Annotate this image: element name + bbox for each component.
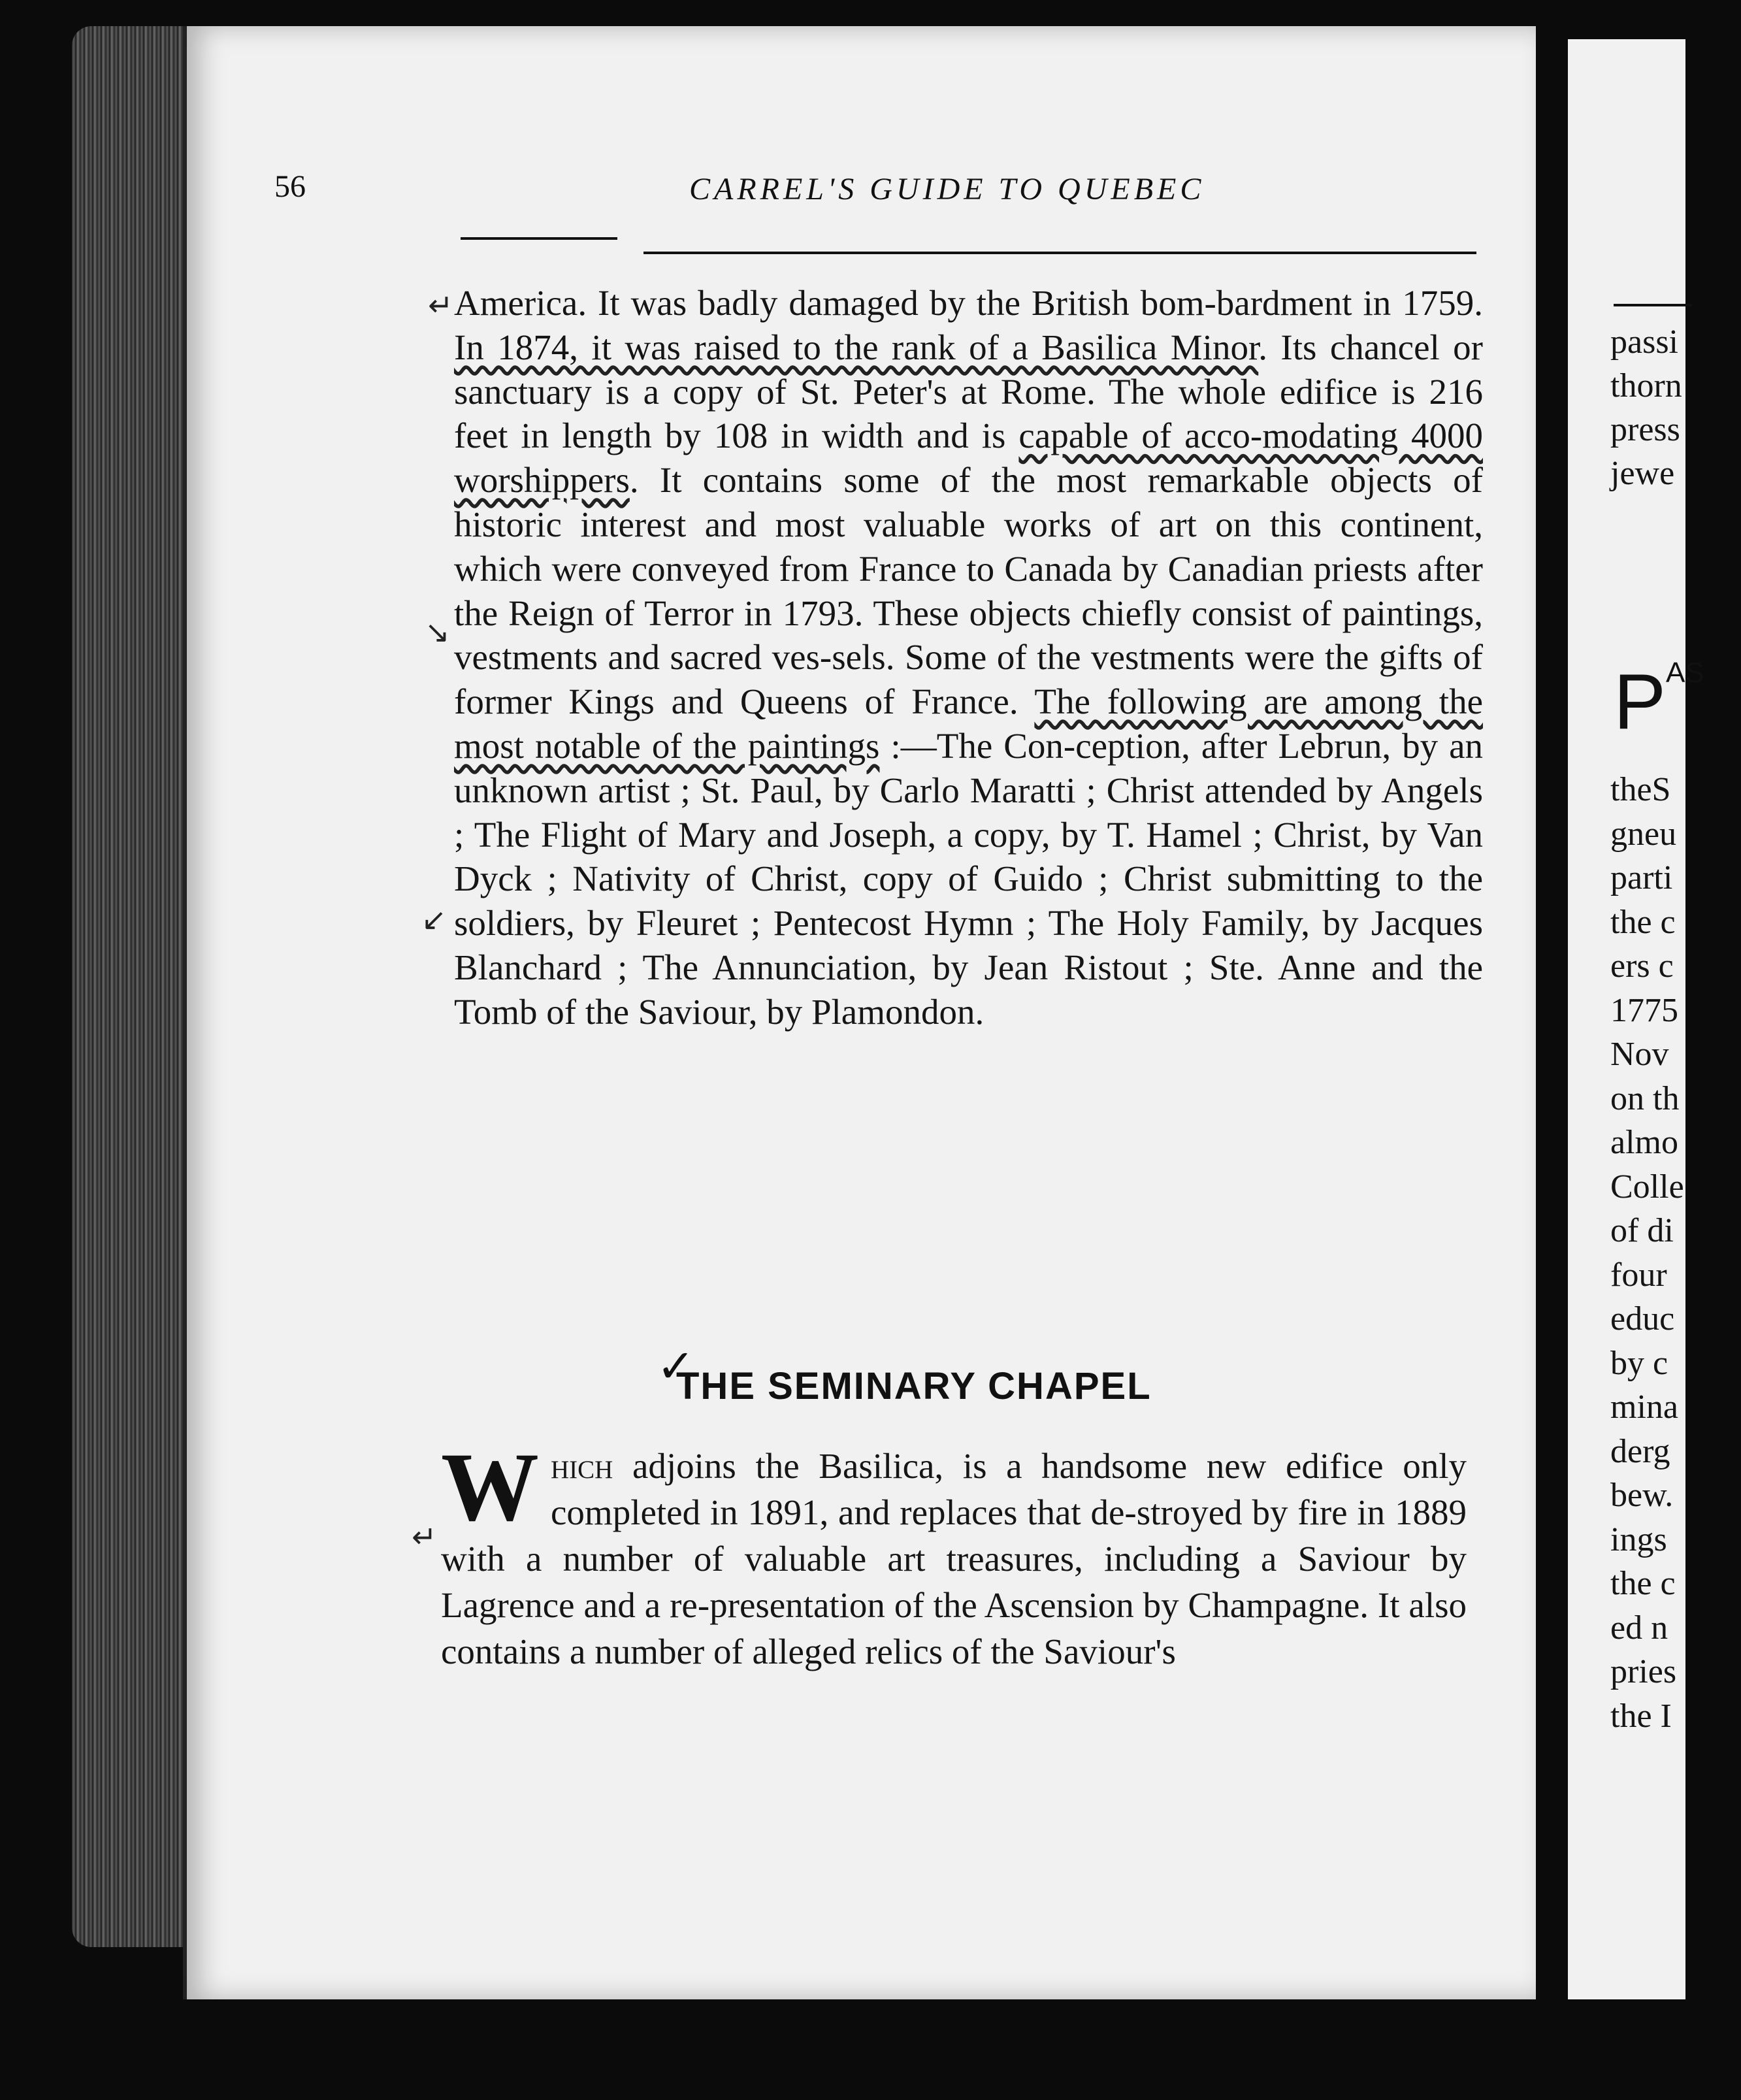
header-rule-right (643, 252, 1476, 254)
book-edge (72, 26, 183, 1947)
margin-check-icon: ↵ (412, 1519, 437, 1554)
lead-small-caps: hich (551, 1446, 613, 1486)
body-paragraph (454, 281, 1483, 1034)
heading-check-icon: ✓ (657, 1339, 695, 1393)
margin-check-icon: ↙ (421, 902, 447, 937)
drop-cap: W (441, 1433, 539, 1541)
section-text: adjoins the Basilica, is a handsome new edifice only completed in 1891, and replaces that de-stroyed by fire in 1889 with a number of valuable art treasures, including a Saviour by Lagrence and a re-presentation of the Ascension by Champagne. It also contains a number of alleged relics of the Saviour's (441, 1446, 1467, 1671)
right-page-fragment (1568, 39, 1704, 1999)
running-head: CARREL'S GUIDE TO QUEBEC (689, 172, 1205, 206)
body-text-c: . Its chancel or sanctuary is a copy of St. Peter's at Rome. The whole edifice is 216 feet in length by 108 in width and is (454, 327, 1484, 456)
body-text-g: :—The Con-ception, after Lebrun, by an unknown artist ; St. Paul, by Carlo Maratti ; Christ attended by Angels ; The Flight of Mary and Joseph, a copy, by T. Hamel ; Christ, by Van Dyck ; Nativity of Christ, copy of Guido ; Christ submitting to the soldiers, by Fleuret ; Pentecost Hymn ; The Holy Family, by Jacques Blanchard ; The Annunciation, by Jean Ristout ; Ste. Anne and the Tomb of the Saviour, by Plamondon. (454, 725, 1483, 1032)
section-paragraph (441, 1433, 1467, 1675)
right-page-lines-bottom: theS gneu parti the c ers c 1775 Nov on th almo Colle of di four educ by c mina derg bew. ings the c ed n pries the I (1610, 771, 1684, 1735)
right-big-letter: P (1614, 658, 1667, 746)
right-page-rule (1614, 304, 1692, 306)
scan-border (0, 1999, 1685, 2100)
right-big-letter-rest: AS (1666, 657, 1704, 689)
annotated-text: capable of acco-modating 4000 worshippers (454, 416, 1483, 500)
annotated-text: In 1874, it was raised to the rank of a Basilica Minor (454, 327, 1259, 367)
margin-check-icon: ↵ (428, 287, 453, 323)
body-text-e: . It contains some of the most remarkable objects of historic interest and most valuable works of art on this continent, which were conveyed from France to Canada by Canadian priests after the Reign of Terror in 1793. These objects chiefly consist of paintings, vestments and sacred ves-sels. Some of the vestments were the gifts of former Kings and Queens of France. (454, 460, 1483, 722)
right-page-lines-top: passi thorn press jewe (1610, 323, 1682, 492)
right-page-drop-cap (1614, 657, 1704, 747)
section-heading: THE SEMINARY CHAPEL (676, 1365, 1152, 1407)
body-text-a: America. It was badly damaged by the British bom-bardment in 1759. (454, 283, 1483, 323)
margin-check-icon: ↘ (425, 614, 450, 649)
page-number: 56 (274, 169, 306, 204)
annotated-text: The following are among the most notable of the paintings (454, 681, 1483, 766)
header-rule-left (461, 237, 617, 240)
